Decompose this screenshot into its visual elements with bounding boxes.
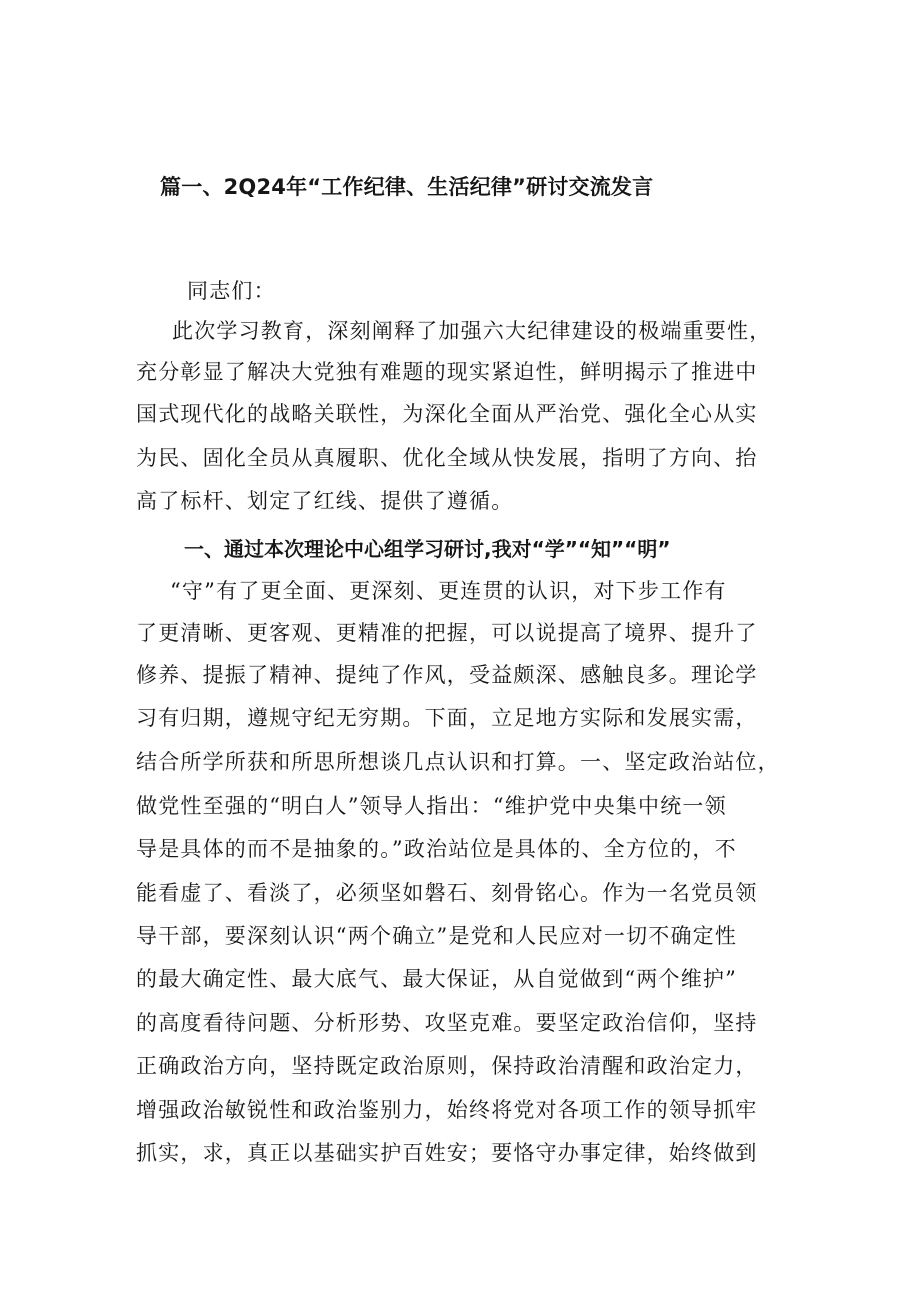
paragraph-line: 此次学习教育，深刻阐释了加强六大纪律建设的极端重要性， [172,319,772,343]
paragraph-line: 充分彰显了解决大党独有难题的现实紧迫性，鲜明揭示了推进中 [136,360,758,384]
paragraph-line: 导是具体的而不是抽象的。”政治站位是具体的、全方位的，不 [136,837,737,861]
salutation: 同志们： [187,279,276,303]
paragraph-line: 了更清晰、更客观、更精准的把握，可以说提高了境界、提升了 [136,621,758,645]
paragraph-line: 的最大确定性、最大底气、最大保证，从自觉做到“两个维护” [136,967,738,991]
document-title: 篇一、2Q24年“工作纪律、生活纪律”研讨交流发言 [160,175,654,199]
paragraph-line: 能看虚了、看淡了，必须坚如磐石、刻骨铭心。作为一名党员领 [136,881,758,905]
paragraph-line: 做党性至强的“明白人”领导人指出：“维护党中央集中统一领 [136,794,727,818]
paragraph-line: 正确政治方向，坚持既定政治原则，保持政治清醒和政治定力， [136,1054,758,1078]
paragraph-line: 高了标杆、划定了红线、提供了遵循。 [136,489,514,513]
paragraph-line: 抓实，求，真正以基础实护百姓安；要恪守办事定律，始终做到 [136,1141,758,1165]
paragraph-line: 增强政治敏锐性和政治鉴别力，始终将党对各项工作的领导抓牢 [136,1098,758,1122]
paragraph-line: 修养、提振了精神、提纯了作风，受益颇深、感触良多。理论学 [136,663,758,687]
paragraph-line: 为民、固化全员从真履职、优化全域从快发展，指明了方向、抬 [136,446,758,470]
paragraph-line: 国式现代化的战略关联性，为深化全面从严治党、强化全心从实 [136,402,758,426]
section-heading: 一、通过本次理论中心组学习研讨,我对“学”“知”“明” [184,537,671,561]
paragraph-line: 结合所学所获和所思所想谈几点认识和打算。一、坚定政治站位， [136,750,780,774]
paragraph-line: 习有归期，遵规守纪无穷期。下面，立足地方实际和发展实需， [136,706,758,730]
paragraph-line: 导干部，要深刻认识“两个确立”是党和人民应对一切不确定性 [136,924,738,948]
paragraph-line: 的高度看待问题、分析形势、攻坚克难。要坚定政治信仰，坚持 [136,1011,758,1035]
paragraph-line: “守”有了更全面、更深刻、更连贯的认识，对下步工作有 [170,579,727,603]
